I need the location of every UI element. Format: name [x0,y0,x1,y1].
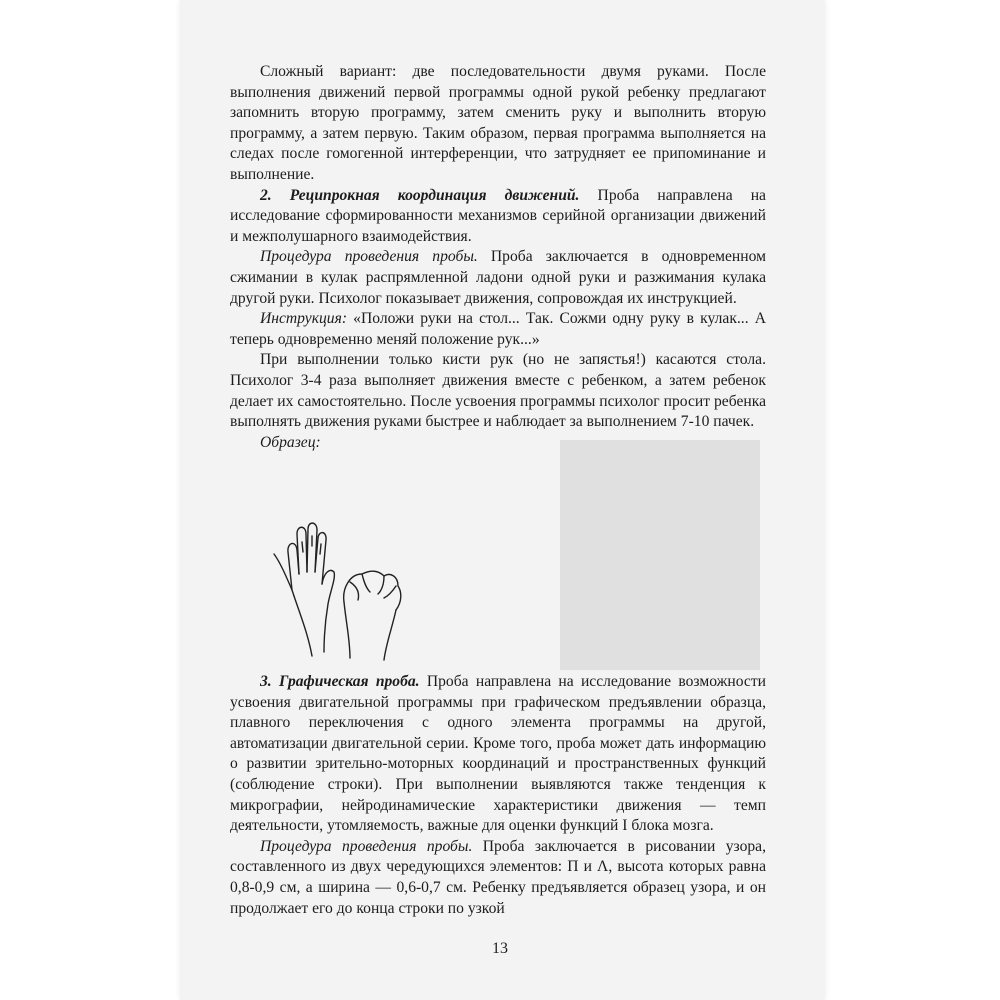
paragraph-text: Проба заключается в одновременном сжимании в кулак распрямленной ладони одной руки и разжимания кулака другой руки. Психолог показывает движения, сопровождая их инструкцией. [230,248,766,307]
paragraph-text: Проба направлена на исследование возможности усвоения двигательной программы при графическом предъявлении образца, плавного переключения с одного элемента программы на другой, автоматизации двигательной серии. Кроме того, проба может дать информацию о развитии зрительно-моторных координаций и пространственных функций (соблюдение строки). При выполнении выявляются также тенденция к микрографии, нейродинамические характеристики движения — темп деятельности, утомляемость, важные для оценки функций I блока мозга. [230,673,766,835]
paragraph-reciprocal-coordination [230,186,766,248]
paragraph-instruction [230,309,766,350]
hands-illustration [266,512,426,672]
paragraph-complex-variant [230,62,766,186]
bleed-through-shadow [560,440,760,670]
paragraph-procedure-graphic [230,837,766,919]
italic-lead: Процедура проведения пробы. [260,837,473,855]
paragraph-text: Проба направлена на исследование сформированности механизмов серийной организации движений и межполушарного взаимодействия. [230,186,766,245]
paragraph-text: «Положи руки на стол... Так. Сожми одну руку в кулак... А теперь одновременно меняй положение рук...» [230,310,766,348]
paragraph-text: Сложный вариант: две последовательности двумя руками. После выполнения движений первой программы одной рукой ребенку предлагают запомнить вторую программу, затем сменить руку и выполнить вторую программу, а затем первую. Таким образом, первая программа выполняется на следах после гомогенной интерференции, что затрудняет ее припоминание и выполнение. [230,63,766,183]
figure-label: Образец: [260,433,321,451]
paragraph-graphic-test [230,672,766,837]
paragraph-text: Проба заключается в рисовании узора, составленного из двух чередующихся элементов: П и Λ, высота которых равна 0,8-0,9 см, а ширина — 0,6-0,7 см. Ребенку предъявляется образец узора, и он продолжает его до конца строки по узкой [230,837,766,917]
text-block-top [230,62,766,453]
section-heading: 2. Реципрокная координация движений. [260,186,580,204]
italic-lead: Процедура проведения пробы. [260,248,478,266]
text-block-bottom [230,672,766,919]
paragraph-procedure [230,247,766,309]
paragraph-text: При выполнении только кисти рук (но не запястья!) касаются стола. Психолог 3-4 раза выполняет движения вместе с ребенком, а затем ребенок делает их самостоятельно. После усвоения программы психолог просит ребенка выполнять движения руками быстрее и наблюдает за выполнением 7-10 пачек. [230,351,766,431]
page-number: 13 [492,940,508,957]
paragraph-execution [230,350,766,432]
italic-lead: Инструкция: [260,310,348,328]
section-heading: 3. Графическая проба. [260,673,420,690]
